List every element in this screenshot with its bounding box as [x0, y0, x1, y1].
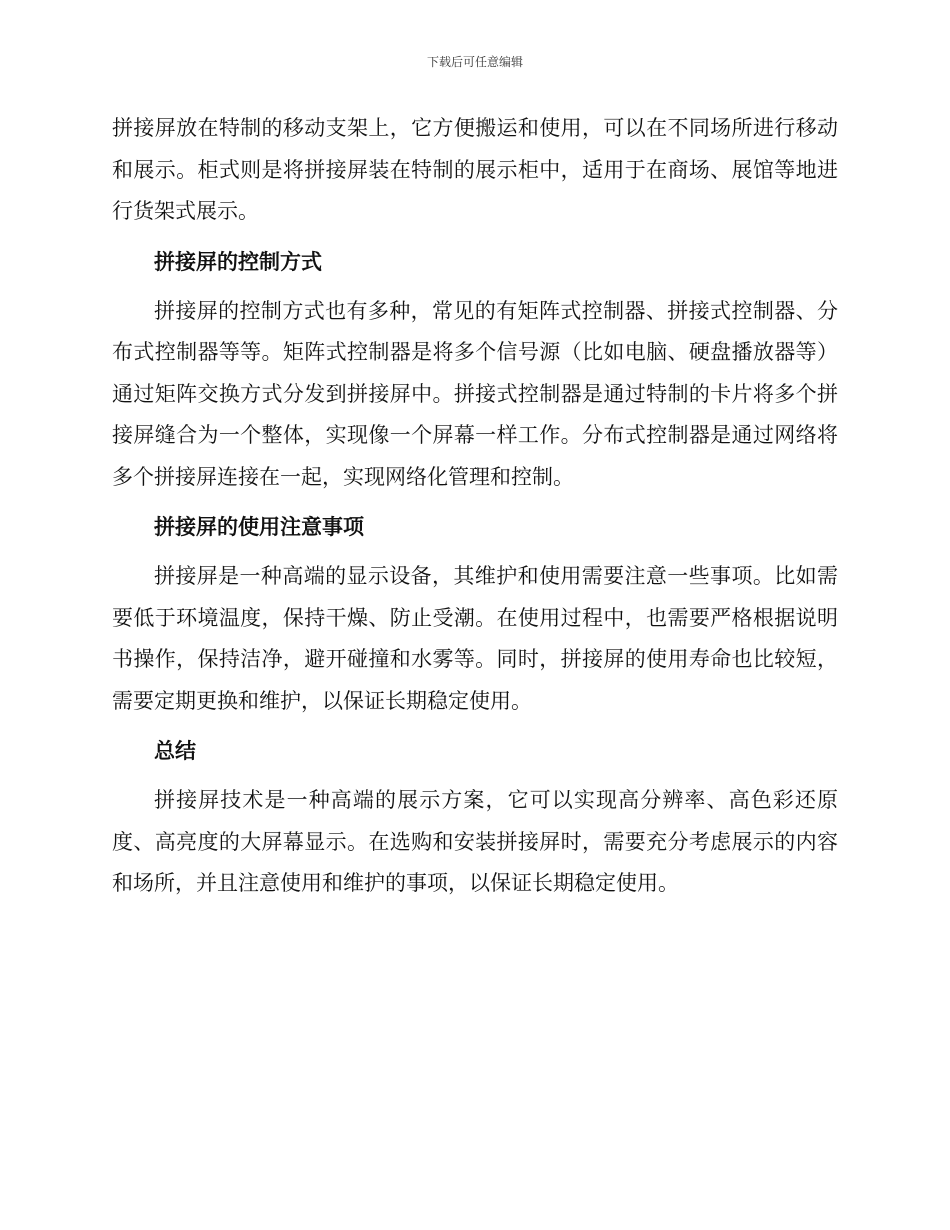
section-summary	[112, 736, 838, 905]
section-heading: 总结	[154, 739, 196, 763]
document-body	[112, 108, 838, 905]
section-control-methods	[112, 247, 838, 499]
section-heading: 拼接屏的控制方式	[154, 249, 322, 274]
section-usage-notes	[112, 512, 838, 722]
section-paragraph: 拼接屏的控制方式也有多种，常见的有矩阵式控制器、拼接式控制器、分布式控制器等等。矩阵式控制器是将多个信号源（比如电脑、硬盘播放器等）通过矩阵交换方式分发到拼接屏中。拼接式控制器是通过特制的卡片将多个拼接屏缝合为一个整体，实现像一个屏幕一样工作。分布式控制器是通过网络将多个拼接屏连接在一起，实现网络化管理和控制。	[112, 298, 838, 489]
section-paragraph: 拼接屏技术是一种高端的展示方案，它可以实现高分辨率、高色彩还原度、高亮度的大屏幕显示。在选购和安装拼接屏时，需要充分考虑展示的内容和场所，并且注意使用和维护的事项，以保证长期稳定使用。	[112, 788, 838, 895]
header-note: 下载后可任意编辑	[426, 55, 523, 69]
intro-paragraph: 拼接屏放在特制的移动支架上，它方便搬运和使用，可以在不同场所进行移动和展示。柜式则是将拼接屏装在特制的展示柜中，适用于在商场、展馆等地进行货架式展示。	[112, 116, 838, 223]
section-paragraph: 拼接屏是一种高端的显示设备，其维护和使用需要注意一些事项。比如需要低于环境温度，保持干燥、防止受潮。在使用过程中，也需要严格根据说明书操作，保持洁净，避开碰撞和水雾等。同时，拼接屏的使用寿命也比较短，需要定期更换和维护，以保证长期稳定使用。	[112, 564, 838, 713]
section-heading: 拼接屏的使用注意事项	[154, 515, 364, 539]
